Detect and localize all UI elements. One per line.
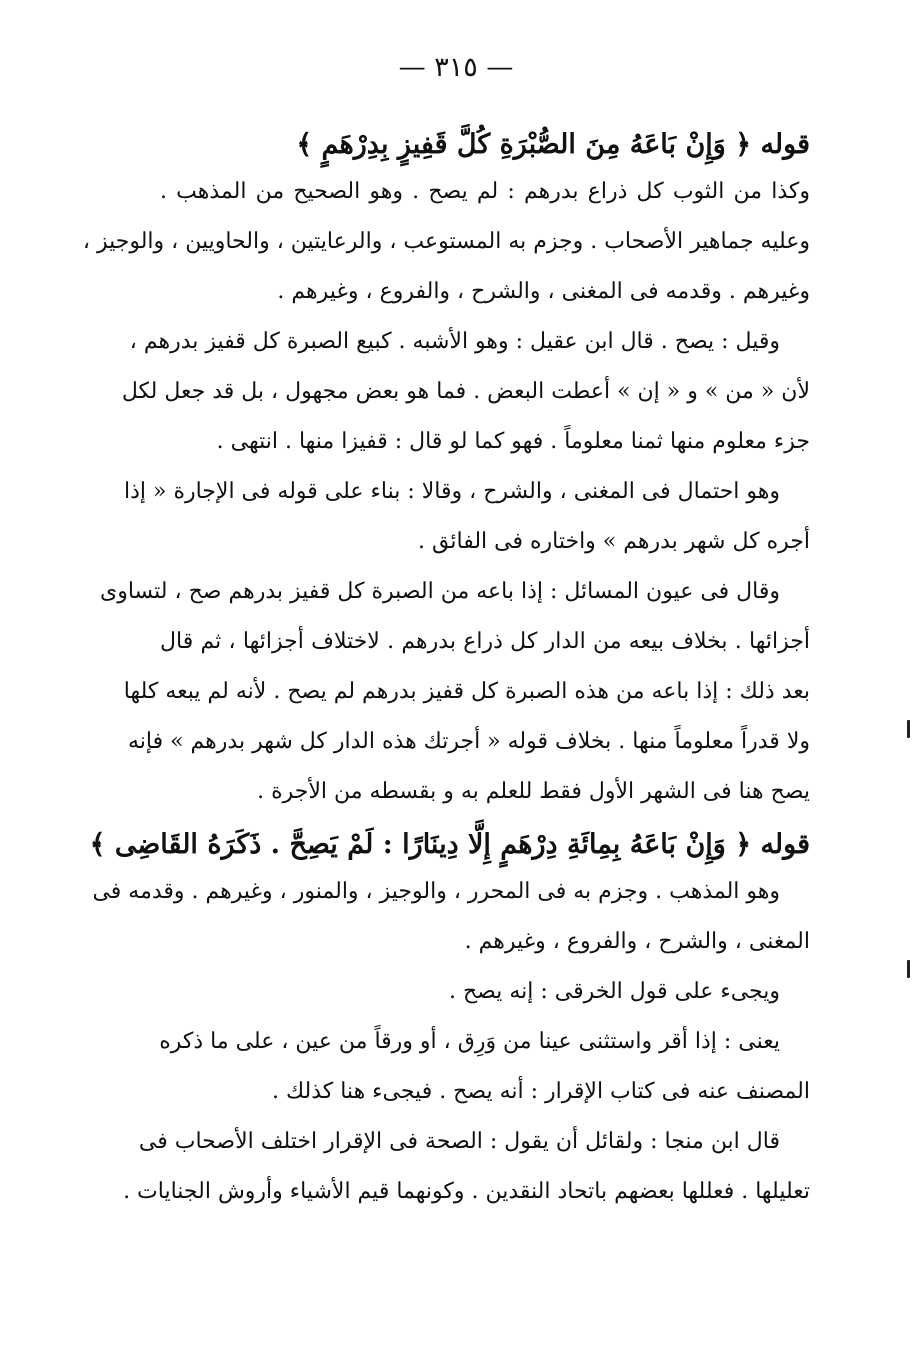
text-line: تعليلها . فعللها بعضهم باتحاد النقدين . وكونهما قيم الأشياء وأروش الجنايات . <box>123 1179 810 1204</box>
text-line: ويجىء على قول الخرقى : إنه يصح . <box>448 979 780 1004</box>
text-line: لأن « من » و « إن » أعطت البعض . فما هو بعض مجهول ، بل قد جعل لكل <box>121 379 810 404</box>
section-heading: قوله ﴿ وَإِنْ بَاعَهُ بِمِائَةِ دِرْهَمٍ إِلَّا دِينَارًا : لَمْ يَصِحَّ . ذَكَرَهُ القَاضِى ﴾ <box>89 829 810 860</box>
section-heading: قوله ﴿ وَإِنْ بَاعَهُ مِنَ الصُّبْرَةِ كُلَّ قَفِيزٍ بِدِرْهَمٍ ﴾ <box>296 129 810 160</box>
text-line: وغيرهم . وقدمه فى المغنى ، والشرح ، والفروع ، وغيرهم . <box>277 279 810 304</box>
scan-edge-mark <box>907 720 910 738</box>
text-line: ولا قدراً معلوماً منها . بخلاف قوله « أجرتك هذه الدار كل شهر بدرهم » فإنه <box>127 729 810 754</box>
text-line: وقيل : يصح . قال ابن عقيل : وهو الأشبه . كبيع الصبرة كل قفيز بدرهم ، <box>129 329 780 354</box>
text-line: أجزائها . بخلاف بيعه من الدار كل ذراع بدرهم . لاختلاف أجزائها ، ثم قال <box>160 629 810 654</box>
text-line: وقال فى عيون المسائل : إذا باعه من الصبرة كل قفيز بدرهم صح ، لتساوى <box>99 579 780 604</box>
scan-edge-mark <box>907 960 910 978</box>
text-line: المغنى ، والشرح ، والفروع ، وغيرهم . <box>464 929 810 954</box>
text-line: وهو المذهب . وجزم به فى المحرر ، والوجيز ، والمنور ، وغيرهم . وقدمه فى <box>92 879 780 904</box>
text-line: وعليه جماهير الأصحاب . وجزم به المستوعب ، والرعايتين ، والحاويين ، والوجيز ، <box>82 229 810 254</box>
text-line: وكذا من الثوب كل ذراع بدرهم : لم يصح . وهو الصحيح من المذهب . <box>160 179 810 204</box>
text-line: قال ابن منجا : ولقائل أن يقول : الصحة فى الإقرار اختلف الأصحاب فى <box>138 1129 780 1154</box>
text-line: جزء معلوم منها ثمنا معلوماً . فهو كما لو قال : قفيزا منها . انتهى . <box>216 429 810 454</box>
text-line: يصح هنا فى الشهر الأول فقط للعلم به و بقسطه من الأجرة . <box>257 779 810 804</box>
page-number: — ٣١٥ — <box>398 52 514 83</box>
text-line: يعنى : إذا أقر واستثنى عينا من وَرِق ، أو ورقاً من عين ، على ما ذكره <box>159 1029 780 1054</box>
text-line: المصنف عنه فى كتاب الإقرار : أنه يصح . فيجىء هنا كذلك . <box>271 1079 810 1104</box>
text-line: بعد ذلك : إذا باعه من هذه الصبرة كل قفيز بدرهم لم يصح . لأنه لم يبعه كلها <box>123 679 810 704</box>
text-line: أجره كل شهر بدرهم » واختاره فى الفائق . <box>418 529 810 554</box>
page-body <box>82 128 810 1228</box>
text-line: وهو احتمال فى المغنى ، والشرح ، وقالا : بناء على قوله فى الإجارة « إذا <box>123 479 780 504</box>
